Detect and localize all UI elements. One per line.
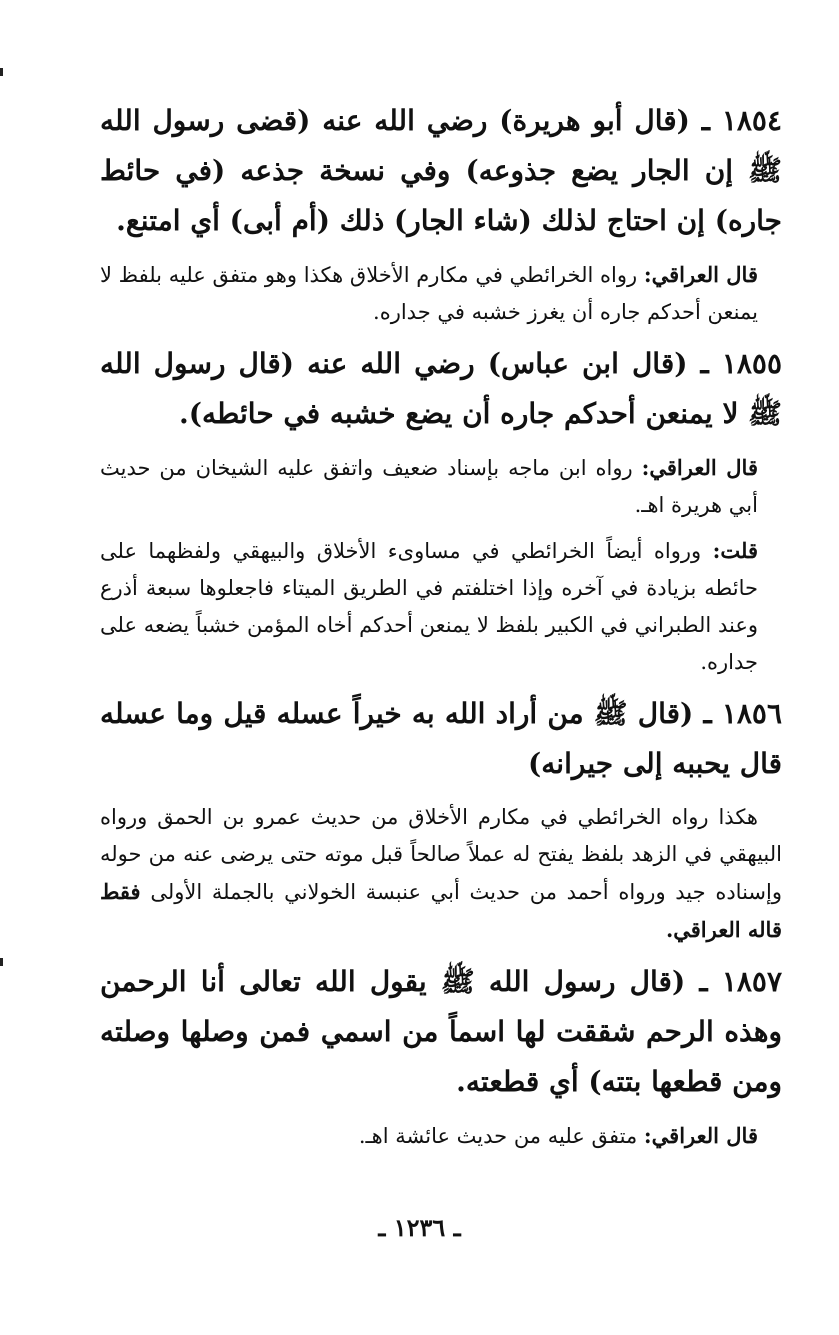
iraqi-commentary [100,1117,782,1155]
page-body [100,96,782,1163]
hadith-entry-1854 [100,96,782,246]
commentary-text: رواه ابن ماجه بإسناد ضعيف واتفق عليه الشيخان من حديث أبي هريرة اهـ. [100,456,758,517]
entry-text: ١٨٥٦ ـ (قال ﷺ من أراد الله به خيراً عسله قيل وما عسله قال يحببه إلى جيرانه) [100,697,782,780]
author-note [100,532,782,681]
hadith-entry-1855 [100,339,782,439]
hadith-entry-1856 [100,689,782,789]
entry-text: ١٨٥٥ ـ (قال ابن عباس) رضي الله عنه (قال رسول الله ﷺ لا يمنعن أحدكم جاره أن يضع خشبه في حائطه). [100,347,782,430]
commentary-text: هكذا رواه الخرائطي في مكارم الأخلاق من حديث عمرو بن الحمق ورواه البيهقي في الزهد بلفظ يفتح له عملاً صالحاً قبل موته حتى يرضى عنه من حوله وإسناده جيد ورواه أحمد من حديث أبي عنبسة الخولاني بالجملة الأولى [100,805,782,904]
page-number: ـ ١٢٣٦ ـ [378,1213,461,1242]
entry-text: ١٨٥٤ ـ (قال أبو هريرة) رضي الله عنه (قضى رسول الله ﷺ إن الجار يضع جذوعه) وفي نسخة جذعه (في حائط جاره) إن احتاج لذلك (شاء الجار) ذلك (أم أبى) أي امتنع. [100,104,782,237]
commentary-paragraph [100,799,782,949]
note-label: قلت: [712,538,758,563]
hadith-entry-1857 [100,957,782,1107]
commentary-attribution: فقط قاله العراقي. [100,879,782,942]
commentary-label: قال العراقي: [643,1123,758,1148]
commentary-text: رواه الخرائطي في مكارم الأخلاق هكذا وهو متفق عليه بلفظ لا يمنعن أحدكم جاره أن يغرز خشبه في جداره. [100,263,758,324]
entry-text: ١٨٥٧ ـ (قال رسول الله ﷺ يقول الله تعالى أنا الرحمن وهذه الرحم شققت لها اسماً من اسمي فمن وصلها وصلته ومن قطعها بتته) أي قطعته. [100,965,782,1098]
edge-mark [0,68,3,76]
commentary-label: قال العراقي: [641,455,758,480]
commentary-text: متفق عليه من حديث عائشة اهـ. [358,1124,638,1148]
iraqi-commentary [100,256,782,331]
note-text: ورواه أيضاً الخرائطي في مساوىء الأخلاق والبيهقي ولفظهما على حائطه بزيادة في آخره وإذا اختلفتم في الطريق الميتاء فاجعلوها سبعة أذرع وعند الطبراني في الكبير بلفظ لا يمنعن أحدكم أخاه المؤمن خشباً يضعه على جداره. [100,539,758,674]
edge-mark [0,958,3,966]
iraqi-commentary [100,449,782,524]
commentary-label: قال العراقي: [643,262,758,287]
